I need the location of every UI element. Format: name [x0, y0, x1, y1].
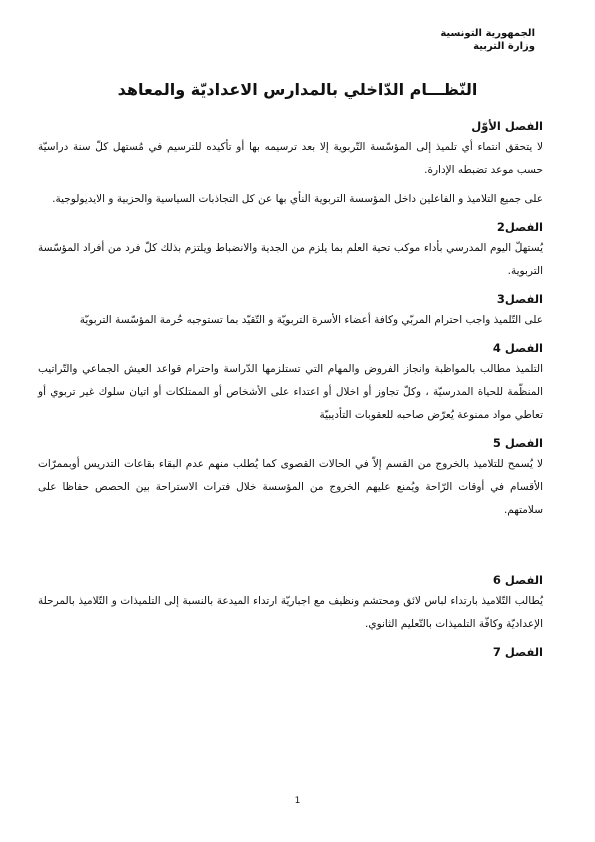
ministry-header — [440, 27, 535, 53]
page-number: 1 — [294, 796, 301, 806]
document-title: النّظـــام الدّاخلي بالمدارس الاعداديّة والمعاهد — [117, 80, 478, 99]
chapter-paragraph: التلميذ مطالب بالمواظبة وانجاز الفروض والمهام التي تستلزمها الدّراسة واحترام قواعد العيش الجماعي والتّراتيب المنظّمة للحياة المدرسيّة ، وكلّ تجاوز أو اخلال أو اعتداء على الأشخاص أو الممتلكات أو اتيان سلوك غير تربوي أو تعاطي مواد ممنوعة يُعرّض صاحبه للعقوبات التأديبيّة — [38, 363, 543, 421]
document-body — [38, 116, 543, 662]
chapter-2 — [38, 217, 543, 283]
header-country: الجمهورية التونسية — [440, 28, 535, 39]
chapter-title: الفصل 4 — [492, 341, 543, 355]
chapter-title: الفصل2 — [496, 220, 543, 234]
chapter-paragraph: لا يتحقق انتماء أي تلميذ إلى المؤسّسة التّربوية إلا بعد ترسيمه بها أو تأكيده للترسيم في مُستهل كلّ سنة دراسيّة حسب موعد تضبطه الإدارة. — [38, 141, 543, 176]
chapter-paragraph: يُستهلّ اليوم المدرسي بأداء موكب تحية العلم بما يلزم من الجدية والانضباط ويلتزم بذلك كلّ فرد من أفراد المؤسّسة التربوية. — [38, 242, 543, 277]
chapter-title: الفصل3 — [496, 292, 543, 306]
chapter-title: الفصل 6 — [492, 573, 543, 587]
chapter-4 — [38, 338, 543, 427]
chapter-title: الفصل 5 — [492, 436, 543, 450]
chapter-paragraph: يُطالب التّلاميذ بارتداء لباس لائق ومحتشم ونظيف مع اجباريّة ارتداء الميدعة بالنسبة إلى التلميذات و التّلاميذ بالمرحلة الإعداديّة وكافّة التلميذات بالتّعليم الثانوي. — [38, 595, 543, 630]
chapter-paragraph: على جميع التلاميذ و الفاعلين داخل المؤسسة التربوية النأي بها عن كل التجاذبات السياسية والحزبية و الايديولوجية. — [52, 193, 543, 205]
chapter-3 — [38, 289, 543, 332]
chapter-title: الفصل الأوّل — [471, 119, 543, 133]
chapter-5 — [38, 433, 543, 522]
blank-gap — [38, 528, 543, 570]
header-ministry: وزارة التربية — [473, 41, 535, 52]
chapter-title: الفصل 7 — [492, 645, 543, 659]
chapter-7 — [38, 642, 543, 662]
chapter-paragraph: على التّلميذ واجب احترام المربّي وكافة أعضاء الأسرة التربويّة و التّقيّد بما تستوجبه حُرمة المؤسّسة التربويّة — [79, 314, 543, 326]
chapter-paragraph: لا يُسمح للتلاميذ بالخروج من القسم إلاّ في الحالات القصوى كما يُطلب منهم عدم البقاء بقاعات التدريس أوبممرّات الأقسام في أوقات الرّاحة ويُمنع عليهم الخروج من المؤسسة خلال فترات الاستراحة بين الحصص حفاظا على سلامتهم. — [38, 458, 543, 516]
chapter-1 — [38, 116, 543, 211]
chapter-6 — [38, 570, 543, 636]
